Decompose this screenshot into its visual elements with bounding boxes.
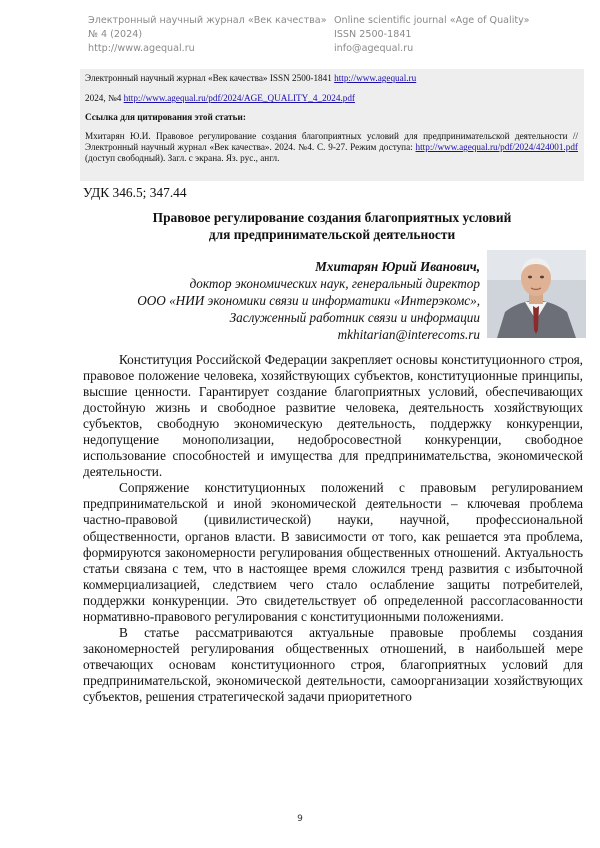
article-body	[83, 352, 583, 705]
author-email[interactable]: mkhitarian@interecoms.ru	[338, 326, 480, 343]
journal-site: http://www.agequal.ru	[88, 42, 327, 56]
journal-header-left	[88, 14, 327, 56]
citation-line-2	[85, 93, 578, 104]
journal-site-link[interactable]: http://www.agequal.ru	[334, 73, 416, 83]
citation-box	[80, 69, 584, 181]
citation-heading: Ссылка для цитирования этой статьи:	[85, 112, 578, 123]
body-paragraph-2: Сопряжение конституционных положений с правовым регулированием предпринимательской и иной экономической деятельности – ключевая проблема частно-правовой (цивилистической) науки, научной, профессиональной общественности, органов власти. В зависимости от того, как решается эта проблема, формируются закономерности регулирования общественных отношений. Актуальность статьи связана с тем, что в настоящее время сложился тренд развития с избыточной коммерциализацией, следствием чего стало ослабление защиты потребителей, поддержки конкуренции. Это свидетельствует об определенной рассогласованности нормативно-правового регулирования с конституционными положениями.	[83, 480, 583, 624]
citation-tail: (доступ свободный). Загл. с экрана. Яз. рус., англ.	[85, 153, 279, 163]
article-pdf-link[interactable]: http://www.agequal.ru/pdf/2024/424001.pdf	[416, 142, 578, 152]
citation-journal-text: Электронный научный журнал «Век качества» ISSN 2500-1841	[85, 73, 334, 83]
issue-pdf-link[interactable]: http://www.agequal.ru/pdf/2024/AGE_QUALITY_4_2024.pdf	[124, 93, 355, 103]
journal-name-en: Online scientific journal «Age of Quality»	[334, 14, 530, 28]
article-title-line-1: Правовое регулирование создания благоприятных условий	[82, 210, 582, 226]
journal-header-right	[334, 14, 530, 56]
article-title-line-2: для предпринимательской деятельности	[82, 227, 582, 243]
page-number: 9	[0, 814, 600, 824]
body-paragraph-3: В статье рассматриваются актуальные правовые проблемы создания закономерностей регулирования общественных отношений, в наибольшей мере отвечающих основам конституционного строя, благоприятных условий для предпринимательской, экономической деятельности, самоорганизации хозяйствующих субъектов, решения стратегической задачи приоритетного	[83, 625, 583, 705]
body-paragraph-1: Конституция Российской Федерации закрепляет основы конституционного строя, правовое положение человека, хозяйствующих субъектов, конституционные принципы, высшие ценности. Гарантирует создание благоприятных условий, обеспечивающих достойную жизнь и свободное развитие человека, деятельность хозяйствующих субъектов, свободную экономическую деятельность, поддержку конкуренции, недопущение монополизации, недобросовестной конкуренции, свободное использование способностей и имущества для предпринимательства, экономической деятельности.	[83, 352, 583, 480]
citation-reference: Мхитарян Ю.И. Правовое регулирование создания благоприятных условий для предпринимательской деятельности // Электронный научный журнал «Век качества». 2024. №4. С. 9-27. Режим доступа:	[85, 131, 578, 152]
author-title: Заслуженный работник связи и информации	[230, 309, 480, 326]
author-name: Мхитарян Юрий Иванович,	[315, 258, 480, 275]
author-portrait-image	[487, 250, 586, 338]
issn: ISSN 2500-1841	[334, 28, 530, 42]
author-degree: доктор экономических наук, генеральный директор	[190, 275, 480, 292]
author-photo	[487, 250, 586, 338]
udk-code: УДК 346.5; 347.44	[83, 185, 187, 201]
issue-number: № 4 (2024)	[88, 28, 327, 42]
journal-name-ru: Электронный научный журнал «Век качества»	[88, 14, 327, 28]
citation-text	[85, 131, 578, 165]
citation-line-1	[85, 73, 578, 84]
journal-email: info@agequal.ru	[334, 42, 530, 56]
author-organization: ООО «НИИ экономики связи и информатики «Интерэкомс»,	[137, 292, 480, 309]
citation-issue-text: 2024, №4	[85, 93, 124, 103]
